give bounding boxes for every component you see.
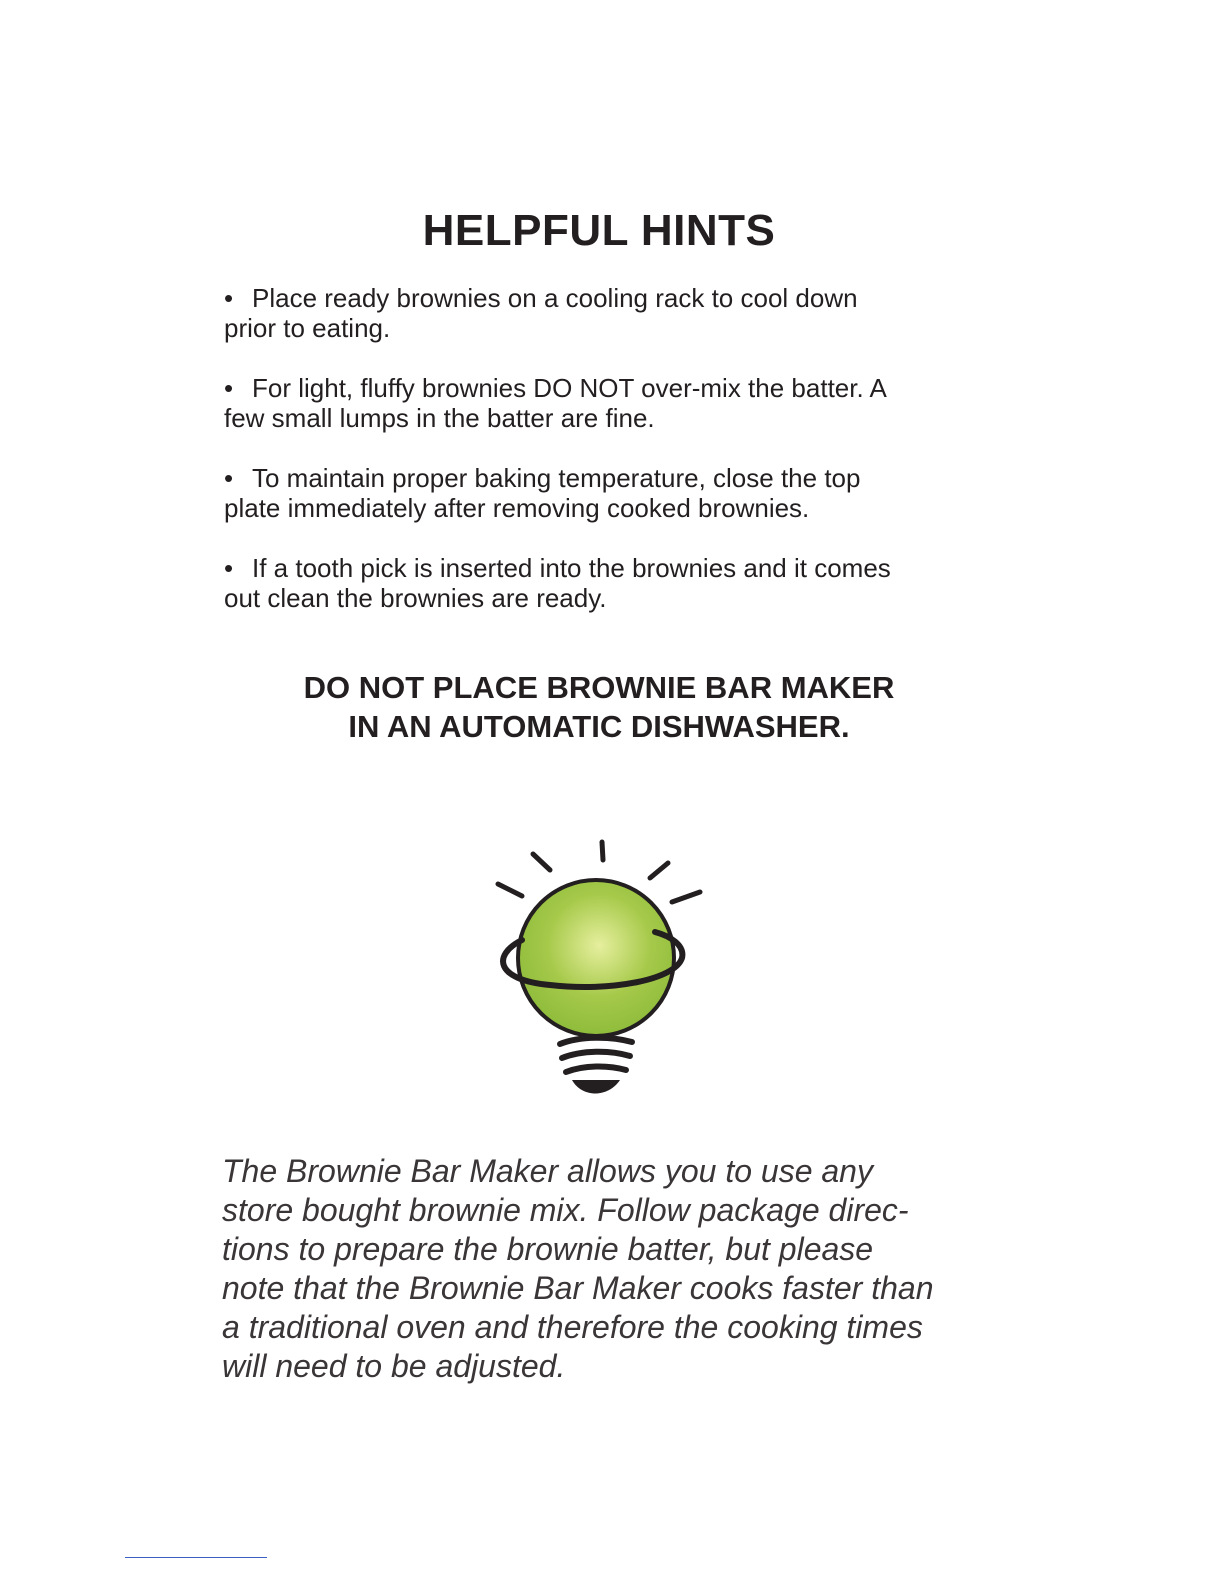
hint-line: prior to eating. (224, 313, 391, 343)
note-line: store bought brownie mix. Follow package direc- (222, 1192, 909, 1228)
bullet: • (224, 283, 234, 313)
warning-line: DO NOT PLACE BROWNIE BAR MAKER (303, 670, 895, 705)
warning-line: IN AN AUTOMATIC DISHWASHER. (348, 709, 850, 744)
bullet: • (224, 463, 234, 493)
page-title: HELPFUL HINTS (422, 206, 776, 255)
hint-item (224, 553, 984, 613)
hint-line: To maintain proper baking temperature, close the top (252, 463, 861, 493)
note-line: a traditional oven and therefore the cooking times (222, 1309, 923, 1345)
note-line: tions to prepare the brownie batter, but please (222, 1231, 874, 1267)
footer-rule (125, 1557, 267, 1558)
bullet: • (224, 553, 234, 583)
dishwasher-warning (0, 668, 1198, 746)
lightbulb-icon (470, 830, 720, 1110)
usage-note (222, 1152, 1002, 1386)
hint-line: Place ready brownies on a cooling rack to cool down (252, 283, 858, 313)
bulb-glass (518, 880, 674, 1036)
hint-line: few small lumps in the batter are fine. (224, 403, 655, 433)
hint-item (224, 373, 984, 433)
hints-list (224, 283, 984, 643)
note-line: note that the Brownie Bar Maker cooks faster than (222, 1270, 934, 1306)
hint-item (224, 463, 984, 523)
hint-line: If a tooth pick is inserted into the brownies and it comes (252, 553, 891, 583)
hint-line: For light, fluffy brownies DO NOT over-mix the batter. A (252, 373, 887, 403)
bulb-tip (572, 1080, 620, 1094)
note-line: The Brownie Bar Maker allows you to use any (222, 1153, 873, 1189)
hint-item (224, 283, 984, 343)
hint-line: out clean the brownies are ready. (224, 583, 607, 613)
hint-line: plate immediately after removing cooked brownies. (224, 493, 810, 523)
bullet: • (224, 373, 234, 403)
note-line: will need to be adjusted. (222, 1348, 566, 1384)
bulb-base (560, 1038, 632, 1072)
